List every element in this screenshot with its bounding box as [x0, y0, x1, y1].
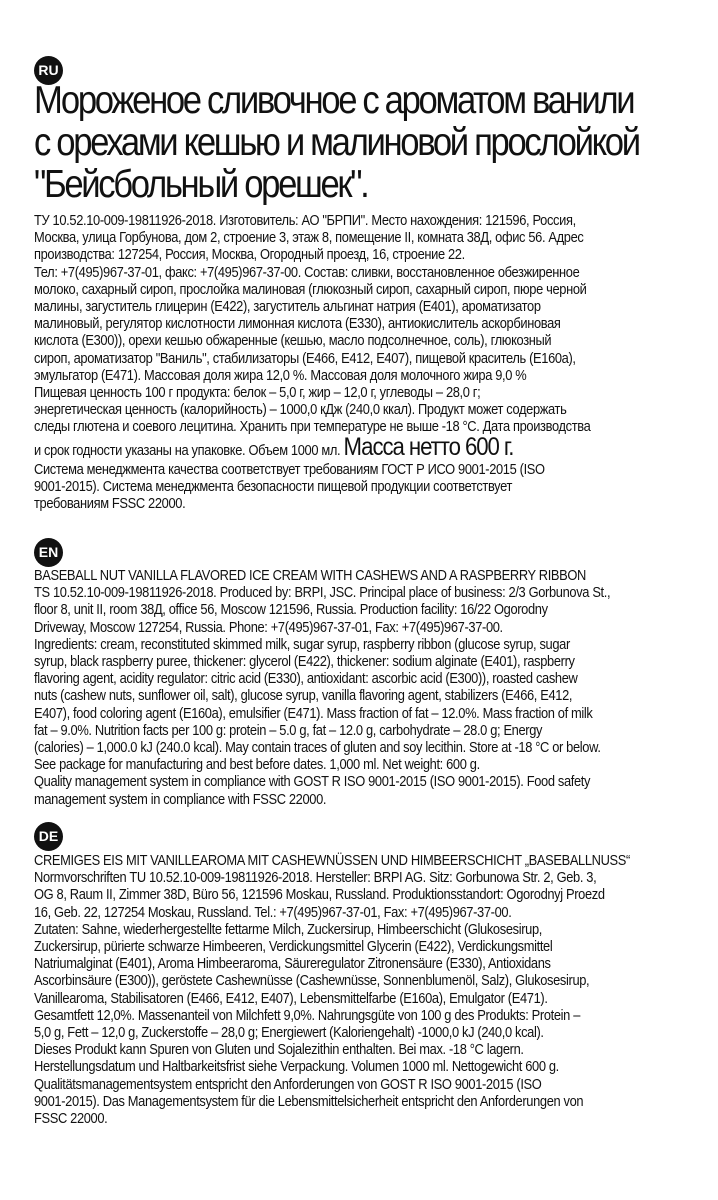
- ru-net-weight-line: [34, 432, 709, 462]
- ru-text-line: малиновый, регулятор кислотности лимонная кислота (Е330), антиокислитель аскорбиновая: [34, 316, 561, 333]
- ru-text-line: ТУ 10.52.10-009-19811926-2018. Изготовитель: АО "БРПИ". Место нахождения: 121596, Россия,: [34, 213, 576, 229]
- ru-volume-text: и срок годности указаны на упаковке. Объем 1000 мл.: [34, 442, 341, 459]
- de-language-badge: DE: [34, 822, 63, 851]
- de-text-line: Zutaten: Sahne, wiederhergestellte fettarme Milch, Zuckersirup, Himbeerschicht (Glukosesirup,: [34, 921, 542, 938]
- en-text-line: Quality management system in compliance with GOST R ISO 9001-2015 (ISO 9001-2015). Food safety: [34, 774, 591, 791]
- ru-text-line: молоко, сахарный сироп, прослойка малиновая (глюкозный сироп, сахарный сироп, пюре черной: [34, 281, 587, 298]
- en-text-line: TS 10.52.10-009-19811926-2018. Produced by: BRPI, JSC. Principal place of business: 2/3 Gorbunova St.,: [34, 585, 611, 602]
- ru-text-line: Система менеджмента качества соответствует требованиям ГОСТ Р ИСО 9001-2015 (ISO: [34, 461, 545, 478]
- en-text-line: (calories) – 1,000.0 kJ (240.0 kcal). May contain traces of gluten and soy lecithin. Store at -18 °C or below.: [34, 740, 601, 757]
- de-text-line: Vanillearoma, Stabilisatoren (E466, E412, E407), Lebensmittelfarbe (E160a), Emulgator (E471).: [34, 990, 548, 1007]
- ru-text-line: Москва, улица Горбунова, дом 2, строение 3, этаж 8, помещение II, комната 38Д, офис 56. Адрес: [34, 230, 584, 247]
- de-text-line: Natriumalginat (E401), Aroma Himbeeraroma, Säureregulator Zitronensäure (E330), Antioxidans: [34, 956, 551, 973]
- ru-text-line: 9001-2015). Система менеджмента безопасности пищевой продукции соответствует: [34, 478, 513, 495]
- de-text-line: Normvorschriften TU 10.52.10-009-19811926-2018. Hersteller: BRPI AG. Sitz: Gorbunowa Str. 2, Geb. 3,: [34, 870, 597, 887]
- ru-text-line: сироп, ароматизатор "Ваниль", стабилизаторы (Е466, Е412, Е407), пищевой краситель (Е160а),: [34, 350, 576, 367]
- de-text-line: Ascorbinsäure (E300)), geröstete Cashewnüsse (Cashewnüsse, Sonnenblumenöl, Salz), Glukosesirup,: [34, 973, 590, 990]
- en-text-line: BASEBALL NUT VANILLA FLAVORED ICE CREAM WITH CASHEWS AND A RASPBERRY RIBBON: [34, 568, 586, 584]
- de-text-line: OG 8, Raum II, Zimmer 38D, Büro 56, 121596 Moskau, Russland. Produktionsstandort: Ogorodnyj Proezd: [34, 887, 605, 904]
- en-text-line: nuts (cashew nuts, sunflower oil, salt), glucose syrup, vanilla flavoring agent, stabilizers (E466, E412,: [34, 688, 573, 705]
- ru-text-line: кислота (Е300)), орехи кешью обжаренные (кешью, масло подсолнечное, соль), глюкозный: [34, 333, 552, 350]
- ru-composition-text: [34, 213, 709, 513]
- en-text-line: flavoring agent, acidity regulator: citric acid (E330), antioxidant: ascorbic acid (E300)), roasted cashew: [34, 671, 578, 688]
- ru-title-line: "Бейсбольный орешек".: [34, 163, 368, 206]
- de-text-line: 9001-2015). Das Managementsystem für die Lebensmittelsicherheit entspricht den Anforderungen von: [34, 1093, 584, 1110]
- ru-text-line: энергетическая ценность (калорийность) – 1000,0 кДж (240,0 ккал). Продукт может содержать: [34, 402, 567, 419]
- en-text-line: E407), food coloring agent (E160a), emulsifier (E471). Mass fraction of fat – 12.0%. Mass fraction of milk: [34, 705, 593, 722]
- ru-text-line: производства: 127254, Россия, Москва, Огородный проезд, 16, строение 22.: [34, 247, 465, 264]
- de-composition-text: [34, 853, 709, 1128]
- en-text-line: See package for manufacturing and best before dates. 1,000 ml. Net weight: 600 g.: [34, 757, 480, 774]
- de-text-line: 5,0 g, Fett – 12,0 g, Zuckerstoffe – 28,0 g; Energiewert (Kaloriengehalt) -1000,0 kJ (240,0 kcal).: [34, 1025, 544, 1042]
- en-text-line: Ingredients: cream, reconstituted skimmed milk, sugar syrup, raspberry ribbon (glucose syrup, sugar: [34, 636, 570, 653]
- ru-text-line: малины, загуститель глицерин (Е422), загуститель альгинат натрия (Е401), ароматизатор: [34, 299, 541, 316]
- de-text-line: Gesamtfett 12,0%. Massenanteil von Milchfett 9,0%. Nahrungsgüte von 100 g des Produkts: Protein –: [34, 1007, 581, 1024]
- ru-text-line: следы глютена и соевого лецитина. Хранить при температуре не выше -18 °С. Дата производства: [34, 419, 591, 436]
- ru-product-title: [34, 80, 655, 206]
- en-text-line: Driveway, Moscow 127254, Russia. Phone: +7(495)967-37-01, Fax: +7(495)967-37-00.: [34, 619, 503, 636]
- ru-title-line: с орехами кешью и малиновой прослойкой: [34, 121, 639, 164]
- de-text-line: Herstellungsdatum und Haltbarkeitsfrist siehe Verpackung. Volumen 1000 ml. Nettogewicht 600 g.: [34, 1059, 559, 1076]
- ru-language-badge: RU: [34, 56, 63, 85]
- en-text-line: floor 8, unit II, room 38Д, office 56, Moscow 121596, Russia. Production facility: 16/22 Ogorodny: [34, 602, 548, 619]
- ru-text-line: Тел: +7(495)967-37-01, факс: +7(495)967-37-00. Состав: сливки, восстановленное обезжиренное: [34, 264, 580, 281]
- en-language-badge: EN: [34, 538, 63, 567]
- en-text-line: management system in compliance with FSSC 22000.: [34, 791, 327, 808]
- ru-title-line: Мороженое сливочное с ароматом ванили: [34, 79, 634, 122]
- de-text-line: 16, Geb. 22, 127254 Moskau, Russland. Tel.: +7(495)967-37-01, Fax: +7(495)967-37-00.: [34, 904, 512, 921]
- de-text-line: Zuckersirup, pürierte schwarze Himbeeren, Verdickungsmittel Glycerin (E422), Verdickungsmittel: [34, 939, 553, 956]
- en-composition-text: [34, 568, 709, 809]
- ru-text-line: Пищевая ценность 100 г продукта: белок – 5,0 г, жир – 12,0 г, углеводы – 28,0 г;: [34, 385, 481, 402]
- de-text-line: Dieses Produkt kann Spuren von Gluten und Sojalezithin enthalten. Bei max. -18 °C lagern.: [34, 1042, 524, 1059]
- de-text-line: FSSC 22000.: [34, 1111, 108, 1128]
- ru-text-line: требованиям FSSC 22000.: [34, 496, 186, 513]
- en-text-line: fat – 9.0%. Nutrition facts per 100 g: protein – 5.0 g, fat – 12.0 g, carbohydrate – 28.0 g; Energy: [34, 722, 543, 739]
- en-text-line: syrup, black raspberry puree, thickener: glycerol (E422), thickener: sodium alginate (E401), raspberry: [34, 654, 575, 671]
- ru-net-weight: Масса нетто 600 г.: [343, 432, 514, 461]
- de-text-line: Qualitätsmanagementsystem entspricht den Anforderungen von GOST R ISO 9001-2015 (ISO: [34, 1076, 542, 1093]
- ru-text-line: эмульгатор (Е471). Массовая доля жира 12,0 %. Массовая доля молочного жира 9,0 %: [34, 367, 527, 384]
- de-text-line: CREMIGES EIS MIT VANILLEAROMA MIT CASHEWNÜSSEN UND HIMBEERSCHICHT „BASEBALLNUSS“: [34, 853, 630, 869]
